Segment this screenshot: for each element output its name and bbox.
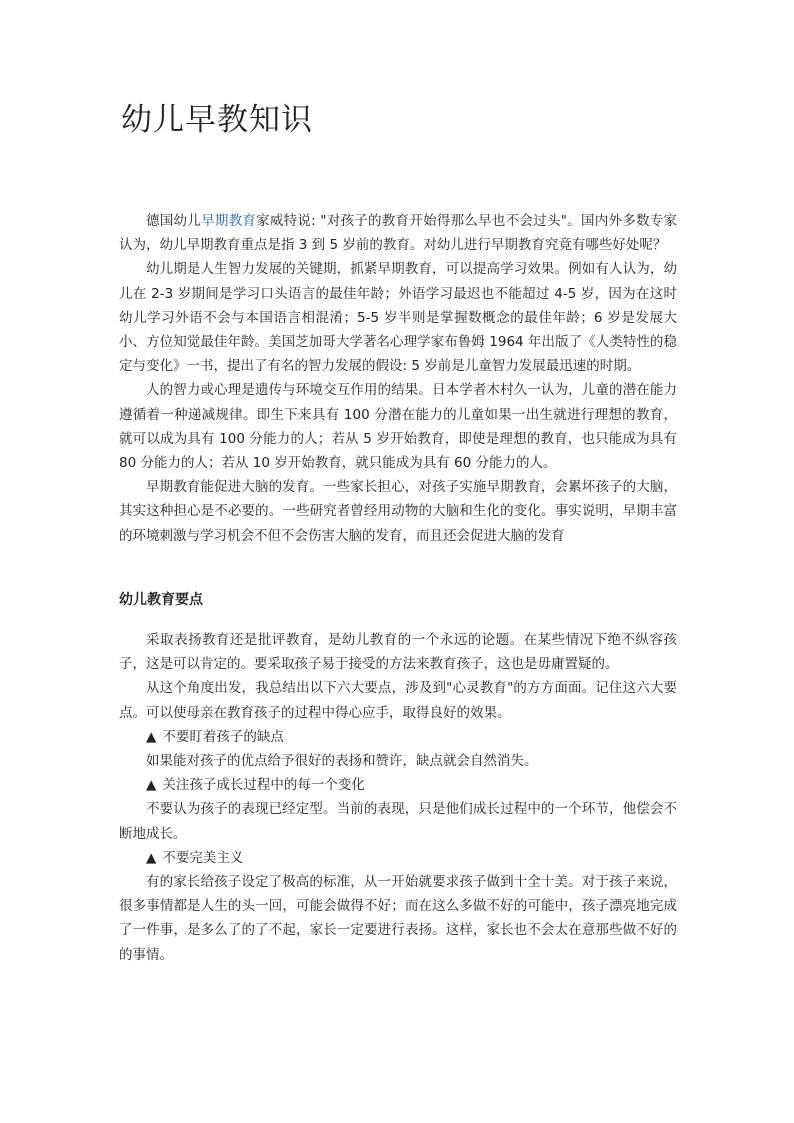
section-paragraph: 采取表扬教育还是批评教育，是幼儿教育的一个永远的论题。在某些情况下绝不纵容孩子，这是可以肯定的。要采取孩子易于接受的方法来教育孩子，这也是毋庸置疑的。 xyxy=(119,632,677,673)
intro-paragraph xyxy=(119,209,677,257)
intro-text-end: 家威特说: "对孩子的教育开始得那么早也不会过头"。国内外多数专家认为，幼儿早期教育重点是指 3 到 5 岁前的教育。对幼儿进行早期教育究竟有哪些好处呢？ xyxy=(119,213,678,254)
page-title: 幼儿早教知识 xyxy=(121,102,313,138)
point-text: 不要认为孩子的表现已经定型。当前的表现，只是他们成长过程中的一个环节，他偿会不断地成长。 xyxy=(119,801,677,842)
point-heading xyxy=(119,773,677,797)
point-heading-text: 不要盯着孩子的缺点 xyxy=(162,728,284,745)
section-heading: 幼儿教育要点 xyxy=(119,592,203,608)
point-text: 如果能对孩子的优点给予很好的表扬和赞许，缺点就会自然消失。 xyxy=(146,753,538,770)
body-paragraph: 人的智力或心理是遗传与环境交互作用的结果。日本学者木村久一认为，儿童的潜在能力遵循着一种递减规律。即生下来具有 100 分潜在能力的儿童如果一出生就进行理想的教育，就可以成为具有 100 分能力的人；若从 5 岁开始教育，即使是理想的教育，也只能成为具有 80 分能力的人；若从 10 岁开始教育，就只能成为具有 60 分能力的人。 xyxy=(119,382,677,472)
body-paragraph: 早期教育能促进大脑的发育。一些家长担心，对孩子实施早期教育，会累坏孩子的大脑，其实这种担心是不必要的。一些研究者曾经用动物的大脑和生化的变化。事实说明，早期丰富的环境刺激与学习机会不但不会伤害大脑的发育，而且还会促进大脑的发育 xyxy=(119,479,677,544)
key-points-section xyxy=(119,628,677,967)
intro-section xyxy=(119,209,677,548)
triangle-bullet-icon: ▲ xyxy=(146,728,157,745)
section-paragraph: 从这个角度出发，我总结出以下六大要点，涉及到"心灵教育"的方方面面。记住这六大要点。可以使母亲在教育孩子的过程中得心应手，取得良好的效果。 xyxy=(119,680,677,721)
point-heading-text: 关注孩子成长过程中的每一个变化 xyxy=(162,777,365,794)
point-heading xyxy=(119,846,677,870)
point-heading-text: 不要完美主义 xyxy=(162,849,244,866)
point-text: 有的家长给孩子设定了极高的标准，从一开始就要求孩子做到十全十美。对于孩子来说，很多事情都是人生的头一回，可能会做得不好；而在这么多做不好的可能中，孩子漂亮地完成了一件事，是多么了的了不起，家长一定要进行表扬。这样，家长也不会太在意那些做不好的的事情。 xyxy=(119,874,677,963)
triangle-bullet-icon: ▲ xyxy=(146,777,157,794)
body-paragraph: 幼儿期是人生智力发展的关键期，抓紧早期教育，可以提高学习效果。例如有人认为，幼儿在 2-3 岁期间是学习口头语言的最佳年龄；外语学习最迟也不能超过 4-5 岁，因为在这时幼儿学习外语不会与本国语言相混淆；5-5 岁半则是掌握数概念的最佳年龄；6 岁是发展大小、方位知觉最佳年龄。美国芝加哥大学著名心理学家布鲁姆 1964 年出版了《人类特性的稳定与变化》一书，提出了有名的智力发展的假设: 5 岁前是儿童智力发展最迅速的时期。 xyxy=(119,261,677,375)
intro-text-start: 德国幼儿 xyxy=(146,213,202,229)
early-education-link[interactable]: 早期教育 xyxy=(201,213,257,229)
triangle-bullet-icon: ▲ xyxy=(146,849,157,866)
point-heading xyxy=(119,725,677,749)
